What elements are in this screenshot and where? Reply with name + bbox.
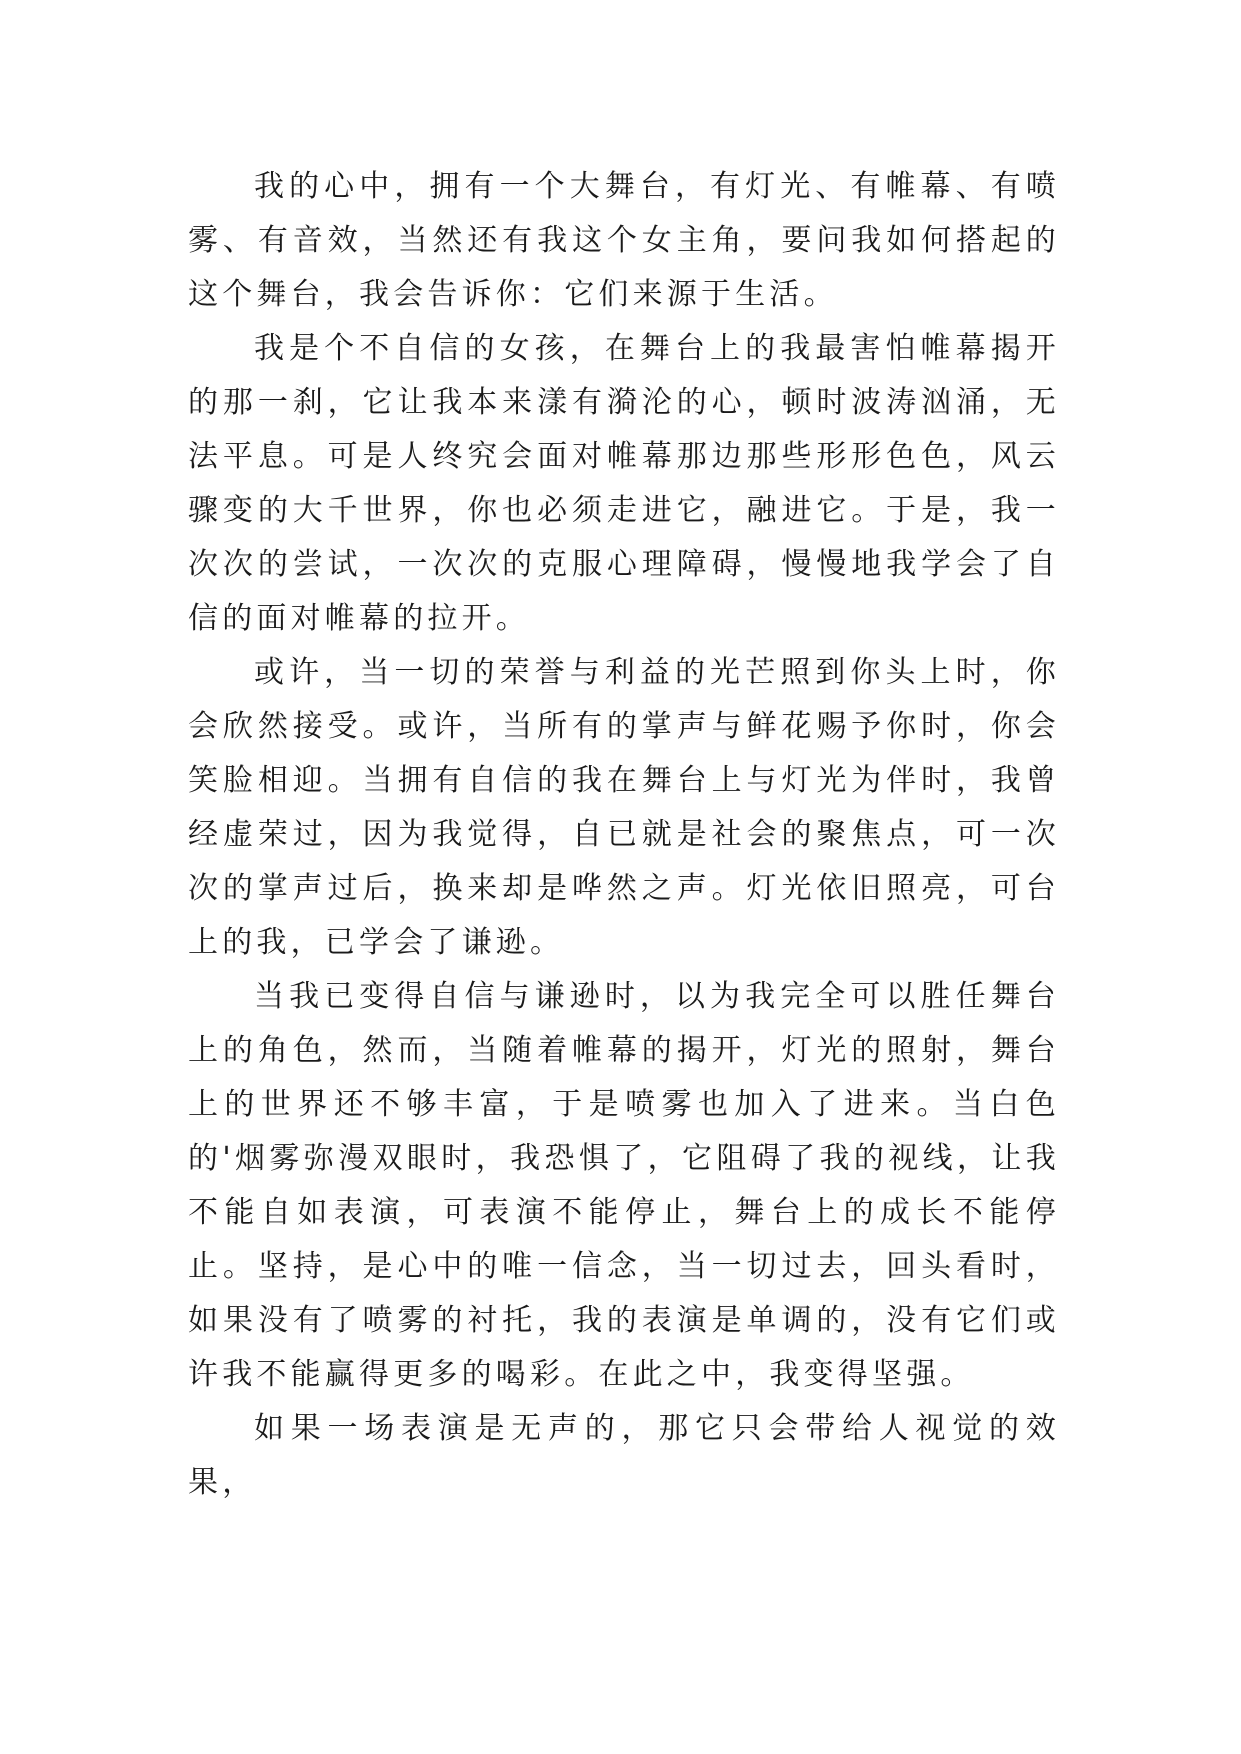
paragraph-1: 我的心中，拥有一个大舞台，有灯光、有帷幕、有喷雾、有音效，当然还有我这个女主角，要问我如何搭起的这个舞台，我会告诉你：它们来源于生活。: [188, 169, 1060, 312]
paragraph-3: 或许，当一切的荣誉与利益的光芒照到你头上时，你会欣然接受。或许，当所有的掌声与鲜花赐予你时，你会笑脸相迎。当拥有自信的我在舞台上与灯光为伴时，我曾经虚荣过，因为我觉得，自已就是社会的聚焦点，可一次次的掌声过后，换来却是哗然之声。灯光依旧照亮，可台上的我，已学会了谦逊。: [188, 655, 1060, 960]
paragraph-2: 我是个不自信的女孩，在舞台上的我最害怕帷幕揭开的那一刹，它让我本来漾有漪沦的心，顿时波涛汹涌，无法平息。可是人终究会面对帷幕那边那些形形色色，风云骤变的大千世界，你也必须走进它，融进它。于是，我一次次的尝试，一次次的克服心理障碍，慢慢地我学会了自信的面对帷幕的拉开。: [188, 331, 1060, 636]
document-body: [188, 160, 1060, 1510]
paragraph-5: 如果一场表演是无声的，那它只会带给人视觉的效果，: [188, 1411, 1060, 1500]
paragraph-4: 当我已变得自信与谦逊时，以为我完全可以胜任舞台上的角色，然而，当随着帷幕的揭开，灯光的照射，舞台上的世界还不够丰富，于是喷雾也加入了进来。当白色的'烟雾弥漫双眼时，我恐惧了，它阻碍了我的视线，让我不能自如表演，可表演不能停止，舞台上的成长不能停止。坚持，是心中的唯一信念，当一切过去，回头看时，如果没有了喷雾的衬托，我的表演是单调的，没有它们或许我不能赢得更多的喝彩。在此之中，我变得坚强。: [188, 979, 1060, 1392]
